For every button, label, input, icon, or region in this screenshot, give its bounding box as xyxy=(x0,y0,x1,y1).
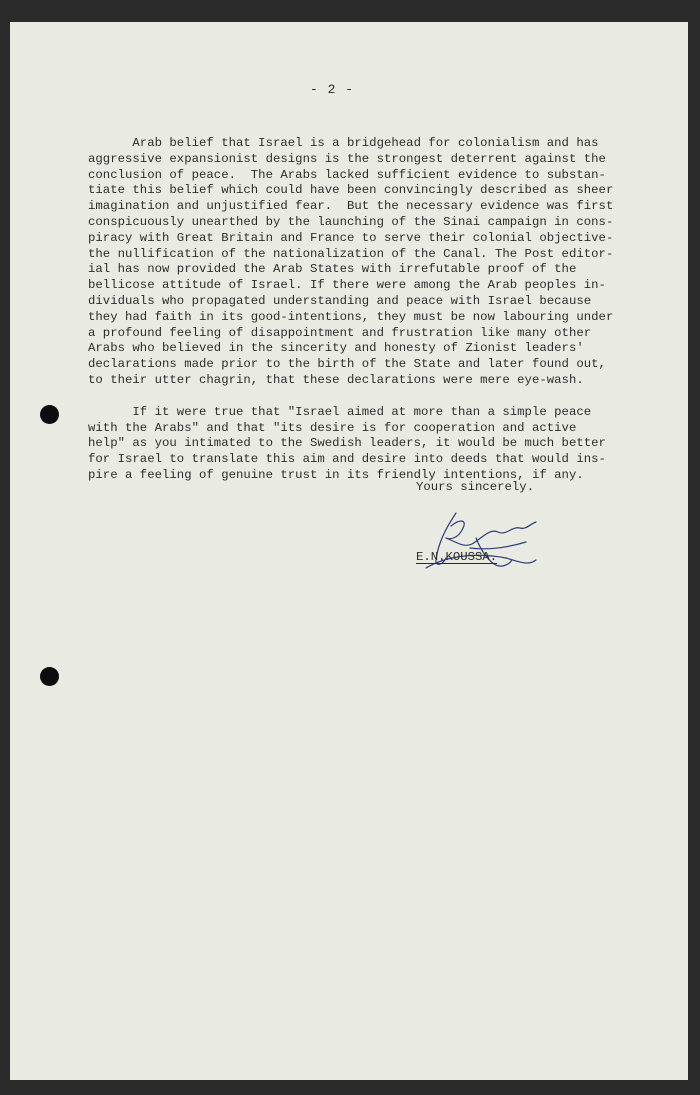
page-number: - 2 - xyxy=(310,82,355,97)
text-line: to their utter chagrin, that these declarations were mere eye-wash. xyxy=(88,372,584,387)
text-line: they had faith in its good-intentions, they must be now labouring under xyxy=(88,309,614,324)
text-line: conclusion of peace. The Arabs lacked sufficient evidence to substan- xyxy=(88,167,606,182)
punch-hole-top xyxy=(40,405,59,424)
text-line: Arab belief that Israel is a bridgehead for colonialism and has xyxy=(88,136,599,150)
text-line: conspicuously unearthed by the launching of the Sinai campaign in cons- xyxy=(88,214,614,229)
text-line: for Israel to translate this aim and desire into deeds that would ins- xyxy=(88,452,606,467)
text-line: a profound feeling of disappointment and frustration like many other xyxy=(88,325,592,340)
text-line: Arabs who believed in the sincerity and honesty of Zionist leaders' xyxy=(88,341,584,356)
punch-hole-bottom xyxy=(40,667,59,686)
text-line: aggressive expansionist designs is the strongest deterrent against the xyxy=(88,151,606,166)
text-line: the nullification of the nationalization of the Canal. The Post editor- xyxy=(88,246,614,261)
text-line: ial has now provided the Arab States with irrefutable proof of the xyxy=(88,262,577,277)
text-line: piracy with Great Britain and France to serve their colonial objective- xyxy=(88,230,614,245)
text-line: tiate this belief which could have been convincingly described as sheer xyxy=(88,183,614,198)
text-line: help" as you intimated to the Swedish leaders, it would be much better xyxy=(88,436,606,451)
text-line: If it were true that "Israel aimed at more than a simple peace xyxy=(88,404,592,419)
text-line: imagination and unjustified fear. But the necessary evidence was first xyxy=(88,199,614,214)
paragraph-2 xyxy=(88,405,668,484)
letter-page xyxy=(10,22,688,1080)
closing-salutation: Yours sincerely. xyxy=(416,480,535,494)
paragraph-1 xyxy=(88,136,668,389)
text-line: bellicose attitude of Israel. If there were among the Arab peoples in- xyxy=(88,278,606,293)
text-line: declarations made prior to the birth of the State and later found out, xyxy=(88,357,606,372)
signer-name: E.N.KOUSSA. xyxy=(416,550,498,564)
letter-body xyxy=(88,136,668,484)
text-line: with the Arabs" and that "its desire is for cooperation and active xyxy=(88,420,577,435)
text-line: dividuals who propagated understanding and peace with Israel because xyxy=(88,293,592,308)
text-line: pire a feeling of genuine trust in its friendly intentions, if any. xyxy=(88,467,584,482)
closing-block xyxy=(416,480,535,564)
